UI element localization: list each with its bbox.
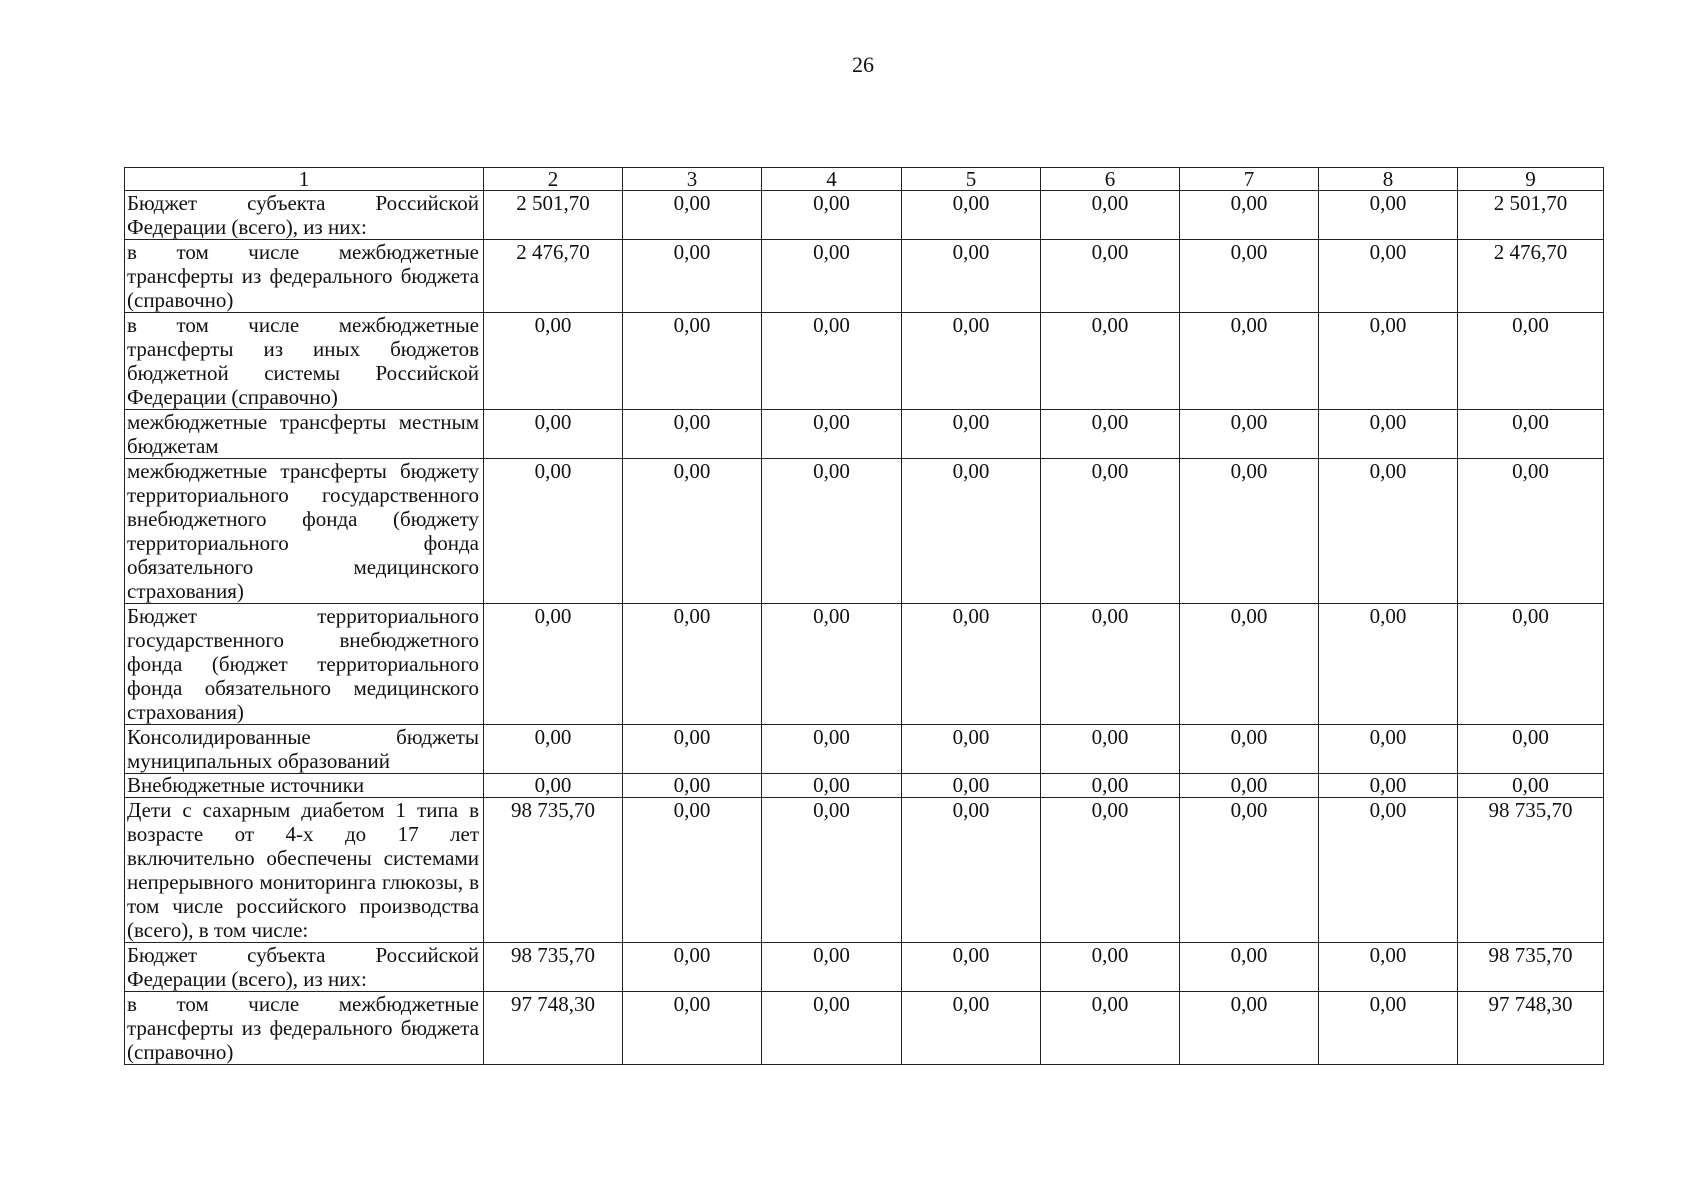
table-cell: 0,00 xyxy=(623,943,762,992)
table-cell: 0,00 xyxy=(1319,191,1458,240)
table-cell: 0,00 xyxy=(902,604,1041,725)
table-cell: 0,00 xyxy=(1319,798,1458,943)
table-cell: 0,00 xyxy=(762,943,902,992)
table-cell: 0,00 xyxy=(1319,725,1458,774)
table-cell: 0,00 xyxy=(1319,459,1458,604)
table-row xyxy=(125,774,1604,798)
column-header: 5 xyxy=(902,168,1041,191)
table-cell: 0,00 xyxy=(762,240,902,313)
table-cell: 0,00 xyxy=(623,774,762,798)
column-header: 4 xyxy=(762,168,902,191)
row-label: Консолидированные бюджеты муниципальных образований xyxy=(125,725,484,774)
row-label: Дети с сахарным диабетом 1 типа в возрасте от 4-х до 17 лет включительно обеспечены системами непрерывного мониторинга глюкозы, в том числе российского производства (всего), в том числе: xyxy=(125,798,484,943)
table-cell: 0,00 xyxy=(484,313,623,410)
table-cell: 0,00 xyxy=(1041,459,1180,604)
column-header: 9 xyxy=(1458,168,1604,191)
table-cell: 0,00 xyxy=(1458,410,1604,459)
page-number: 26 xyxy=(852,52,874,77)
table-cell: 0,00 xyxy=(1180,774,1319,798)
table-cell: 0,00 xyxy=(902,191,1041,240)
table-row xyxy=(125,240,1604,313)
table-cell: 0,00 xyxy=(484,725,623,774)
table-cell: 2 501,70 xyxy=(484,191,623,240)
table-cell: 98 735,70 xyxy=(1458,798,1604,943)
table-cell: 0,00 xyxy=(1041,774,1180,798)
row-label: Внебюджетные источники xyxy=(125,774,484,798)
column-header: 2 xyxy=(484,168,623,191)
table-cell: 0,00 xyxy=(1319,604,1458,725)
table-cell: 0,00 xyxy=(623,604,762,725)
row-label: в том числе межбюджетные трансферты из иных бюджетов бюджетной системы Российской Федерации (справочно) xyxy=(125,313,484,410)
table-cell: 0,00 xyxy=(1041,313,1180,410)
budget-table xyxy=(124,167,1604,1065)
table-cell: 0,00 xyxy=(484,459,623,604)
table-cell: 0,00 xyxy=(762,410,902,459)
table-row xyxy=(125,798,1604,943)
table-cell: 0,00 xyxy=(1041,798,1180,943)
table-cell: 0,00 xyxy=(484,410,623,459)
table-cell: 0,00 xyxy=(762,774,902,798)
table-cell: 0,00 xyxy=(762,798,902,943)
table-cell: 98 735,70 xyxy=(484,798,623,943)
row-label: Бюджет субъекта Российской Федерации (всего), из них: xyxy=(125,943,484,992)
table-cell: 0,00 xyxy=(623,313,762,410)
table-cell: 0,00 xyxy=(762,191,902,240)
column-header: 8 xyxy=(1319,168,1458,191)
table-header-row xyxy=(125,168,1604,191)
table-cell: 0,00 xyxy=(1180,992,1319,1065)
table-row xyxy=(125,943,1604,992)
table-cell: 0,00 xyxy=(1458,604,1604,725)
row-label: межбюджетные трансферты местным бюджетам xyxy=(125,410,484,459)
table-row xyxy=(125,459,1604,604)
table-cell: 0,00 xyxy=(762,313,902,410)
table-cell: 0,00 xyxy=(1319,410,1458,459)
table-cell: 97 748,30 xyxy=(484,992,623,1065)
table-cell: 0,00 xyxy=(1180,410,1319,459)
column-header: 3 xyxy=(623,168,762,191)
table-cell: 0,00 xyxy=(623,191,762,240)
table-cell: 0,00 xyxy=(902,725,1041,774)
table-row xyxy=(125,992,1604,1065)
table-row xyxy=(125,313,1604,410)
table-cell: 0,00 xyxy=(762,992,902,1065)
table-cell: 0,00 xyxy=(1180,459,1319,604)
table-cell: 0,00 xyxy=(762,604,902,725)
table-cell: 0,00 xyxy=(1180,943,1319,992)
table-cell: 0,00 xyxy=(902,240,1041,313)
table-cell: 0,00 xyxy=(902,992,1041,1065)
table-cell: 0,00 xyxy=(1180,798,1319,943)
table-cell: 97 748,30 xyxy=(1458,992,1604,1065)
table-cell: 0,00 xyxy=(1319,774,1458,798)
table-cell: 0,00 xyxy=(484,774,623,798)
table-cell: 0,00 xyxy=(1458,313,1604,410)
column-header: 6 xyxy=(1041,168,1180,191)
table-cell: 0,00 xyxy=(1458,774,1604,798)
row-label: в том числе межбюджетные трансферты из федерального бюджета (справочно) xyxy=(125,992,484,1065)
table-cell: 0,00 xyxy=(902,943,1041,992)
table-cell: 0,00 xyxy=(902,459,1041,604)
table-cell: 0,00 xyxy=(1180,191,1319,240)
table-cell: 0,00 xyxy=(623,459,762,604)
table-cell: 0,00 xyxy=(1041,410,1180,459)
table-cell: 0,00 xyxy=(1180,604,1319,725)
table-cell: 0,00 xyxy=(902,798,1041,943)
table-cell: 0,00 xyxy=(1319,943,1458,992)
table-cell: 0,00 xyxy=(1041,943,1180,992)
table-cell: 0,00 xyxy=(484,604,623,725)
table-cell: 0,00 xyxy=(1041,240,1180,313)
table-cell: 0,00 xyxy=(902,313,1041,410)
table-cell: 0,00 xyxy=(902,410,1041,459)
table-cell: 0,00 xyxy=(1180,313,1319,410)
row-label: межбюджетные трансферты бюджету территориального государственного внебюджетного фонда (бюджету территориального фонда обязательного медицинского страхования) xyxy=(125,459,484,604)
row-label: Бюджет территориального государственного внебюджетного фонда (бюджет территориального фонда обязательного медицинского страхования) xyxy=(125,604,484,725)
table-cell: 98 735,70 xyxy=(484,943,623,992)
table-cell: 0,00 xyxy=(1041,725,1180,774)
table-cell: 0,00 xyxy=(1458,725,1604,774)
table-cell: 0,00 xyxy=(1180,725,1319,774)
table-cell: 0,00 xyxy=(1180,240,1319,313)
table-cell: 0,00 xyxy=(623,992,762,1065)
table-cell: 0,00 xyxy=(623,798,762,943)
table-row xyxy=(125,604,1604,725)
table-cell: 0,00 xyxy=(1319,992,1458,1065)
table-cell: 2 476,70 xyxy=(1458,240,1604,313)
row-label: Бюджет субъекта Российской Федерации (всего), из них: xyxy=(125,191,484,240)
table-cell: 0,00 xyxy=(1041,992,1180,1065)
table-cell: 2 501,70 xyxy=(1458,191,1604,240)
table-cell: 0,00 xyxy=(1041,191,1180,240)
column-header: 1 xyxy=(125,168,484,191)
table-cell: 0,00 xyxy=(623,410,762,459)
table-cell: 0,00 xyxy=(1319,313,1458,410)
table-row xyxy=(125,410,1604,459)
column-header: 7 xyxy=(1180,168,1319,191)
table-cell: 0,00 xyxy=(902,774,1041,798)
table-cell: 0,00 xyxy=(623,725,762,774)
table-cell: 0,00 xyxy=(1041,604,1180,725)
row-label: в том числе межбюджетные трансферты из федерального бюджета (справочно) xyxy=(125,240,484,313)
table-row xyxy=(125,725,1604,774)
table-row xyxy=(125,191,1604,240)
table-cell: 0,00 xyxy=(762,459,902,604)
table-cell: 98 735,70 xyxy=(1458,943,1604,992)
table-cell: 0,00 xyxy=(762,725,902,774)
table-cell: 0,00 xyxy=(1458,459,1604,604)
table-cell: 2 476,70 xyxy=(484,240,623,313)
table-cell: 0,00 xyxy=(623,240,762,313)
table-cell: 0,00 xyxy=(1319,240,1458,313)
